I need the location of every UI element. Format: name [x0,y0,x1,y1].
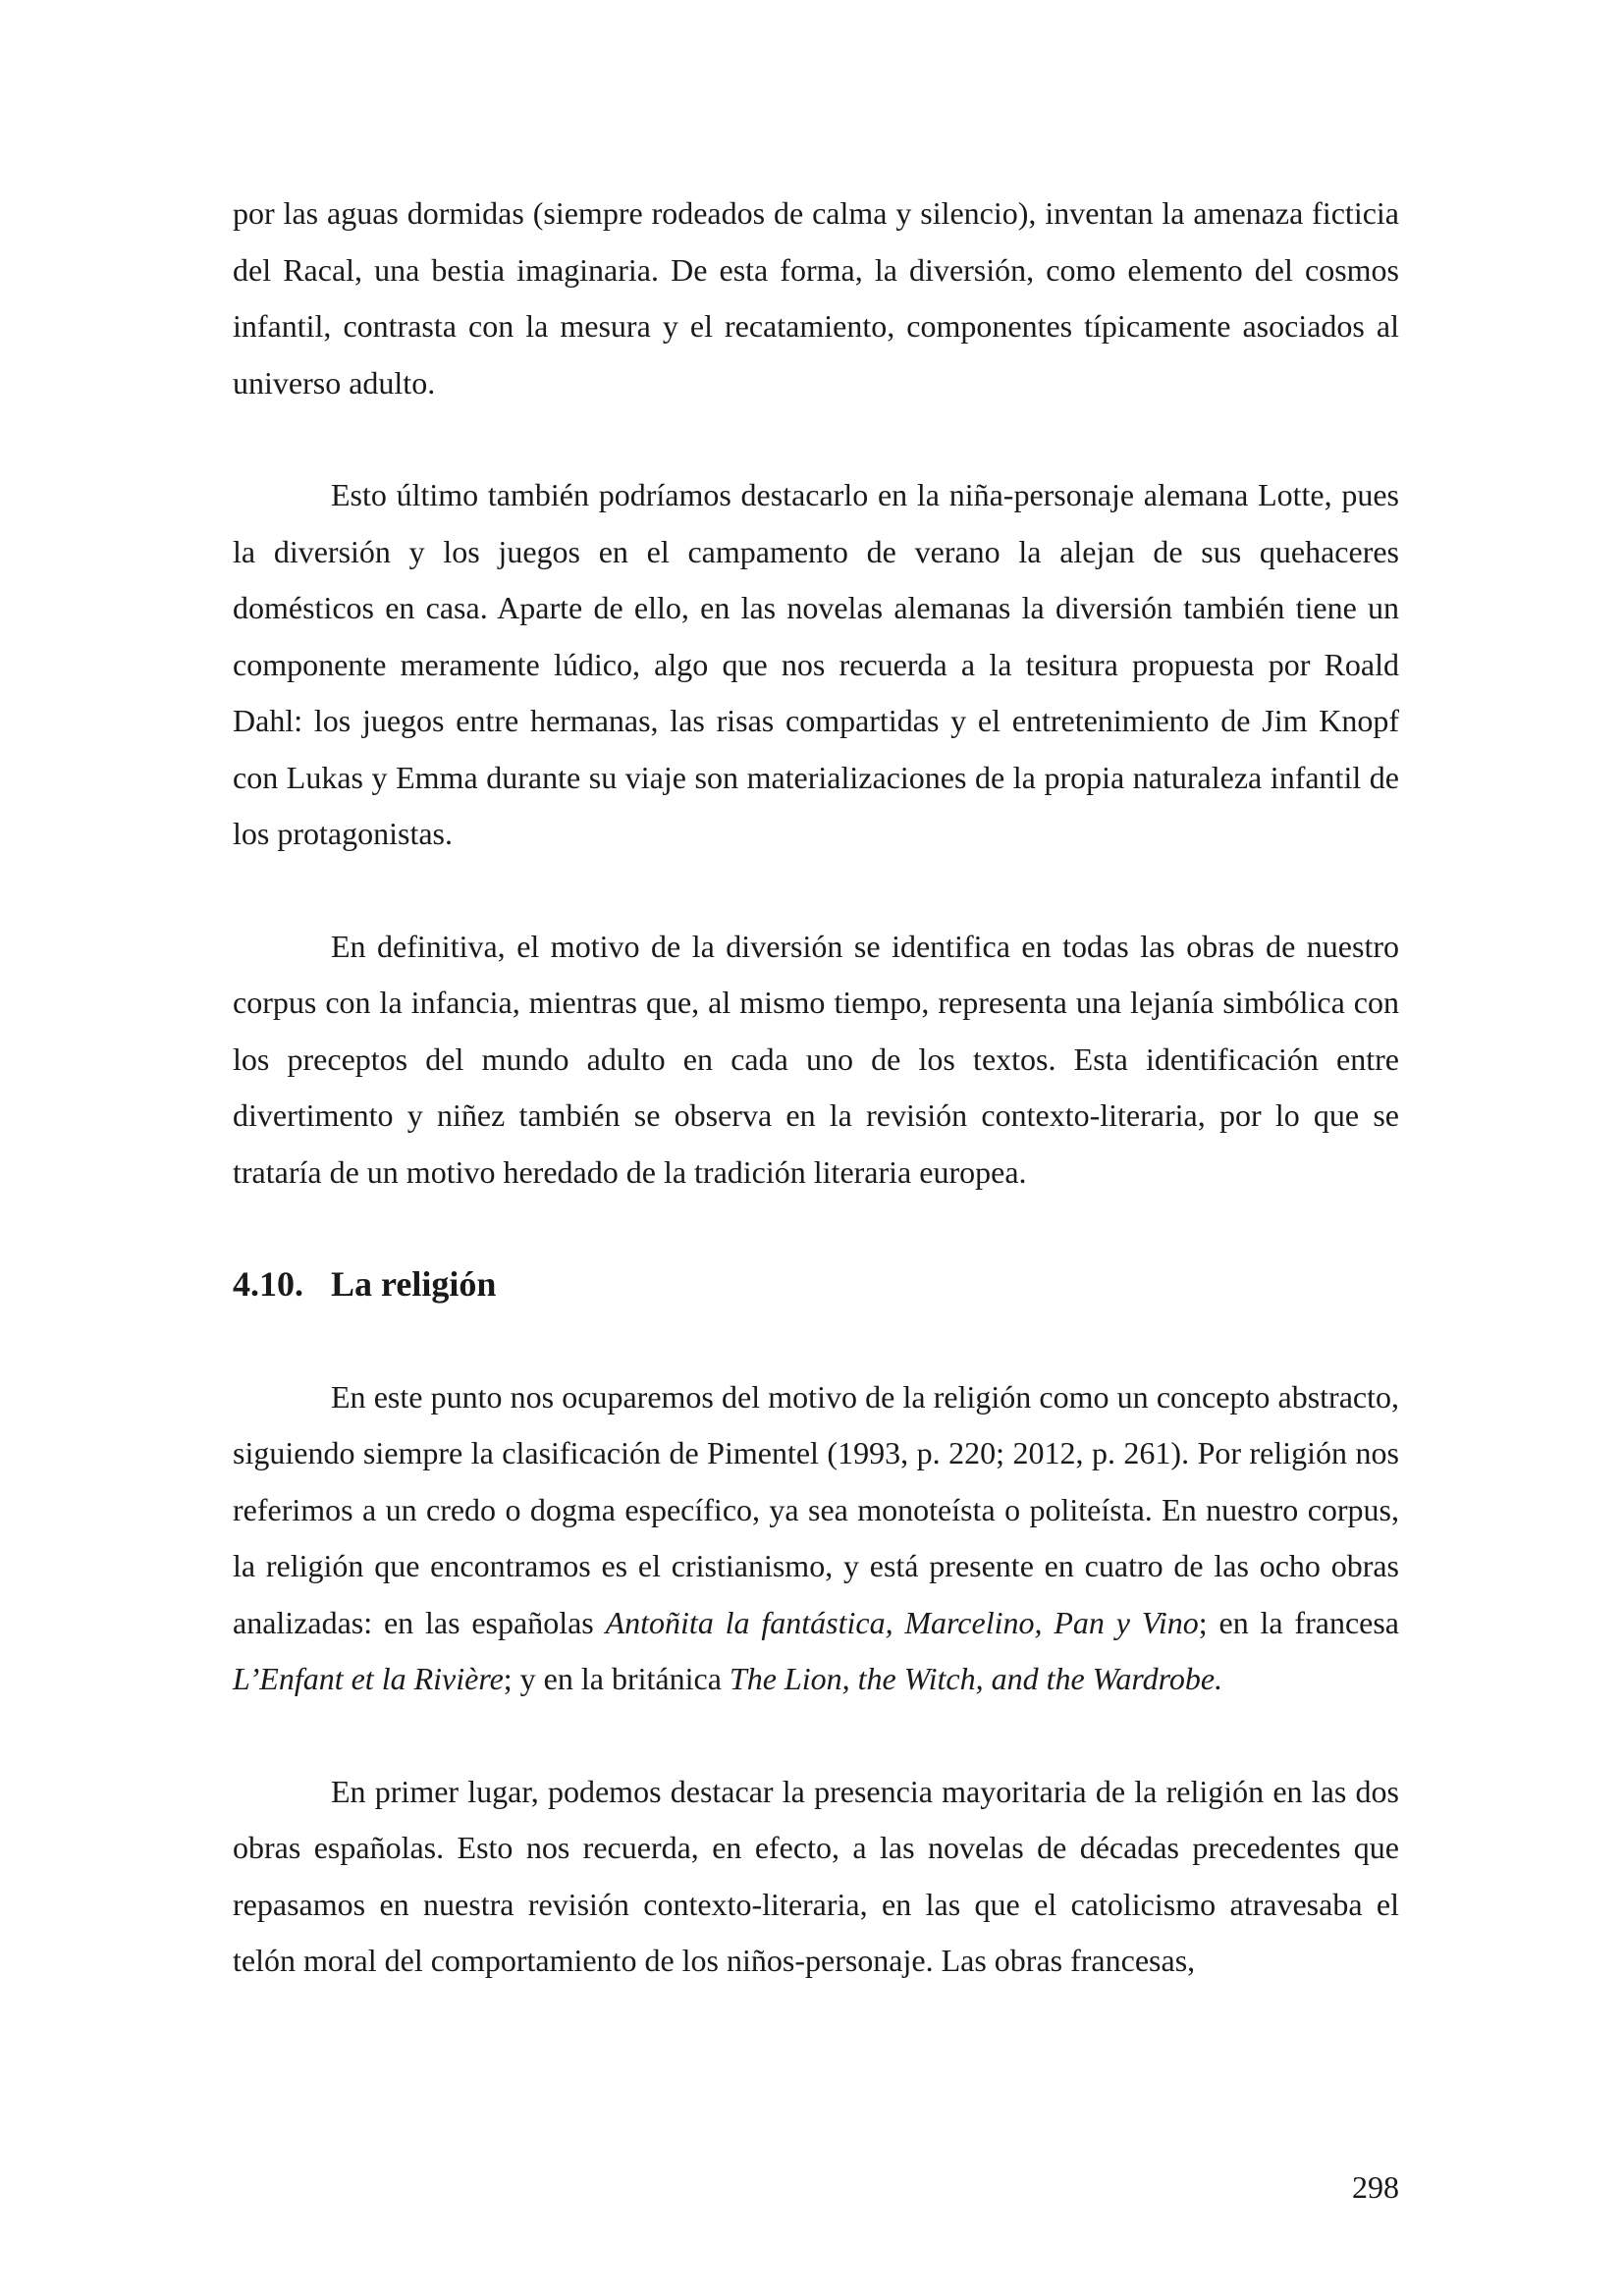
section-number: 4.10. [233,1264,303,1304]
paragraph-2: Esto último también podríamos destacarlo en la niña-personaje alemana Lotte, pues la diversión y los juegos en el campamento de verano la alejan de sus quehaceres domésticos en casa. Aparte de ello, en las novelas alemanas la diversión también tiene un componente meramente lúdico, algo que nos recuerda a la tesitura propuesta por Roald Dahl: los juegos entre hermanas, las risas compartidas y el entretenimiento de Jim Knopf con Lukas y Emma durante su viaje son materializaciones de la propia naturaleza infantil de los protagonistas. [233,477,1399,851]
work-title-british: The Lion, the Witch, and the Wardrobe. [729,1661,1223,1696]
section-title: La religión [331,1264,497,1304]
paragraph-4-text-b: ; en la francesa [1198,1604,1400,1640]
paragraph-4-text-c: ; y en la británica [503,1661,730,1696]
paragraph-1: por las aguas dormidas (siempre rodeados de calma y silencio), inventan la amenaza ficticia del Racal, una bestia imaginaria. De esta forma, la diversión, como elemento del cosmos infantil, contrasta con la mesura y el recatamiento, componentes típicamente asociados al universo adulto. [233,195,1399,400]
page-body [233,186,1399,1990]
page-number: 298 [1352,2169,1399,2205]
work-title-french: L’Enfant et la Rivière [233,1661,504,1696]
paragraph-4 [233,1369,1399,1708]
paragraph-gap [233,1708,1399,1764]
paragraph-gap [233,1313,1399,1369]
paragraph-gap [233,863,1399,919]
paragraph-gap [233,411,1399,467]
paragraph-5: En primer lugar, podemos destacar la presencia mayoritaria de la religión en las dos obras españolas. Esto nos recuerda, en efecto, a las novelas de décadas precedentes que repasamos en nuestra revisión contexto-literaria, en las que el catolicismo atravesaba el telón moral del comportamiento de los niños-personaje. Las obras francesas, [233,1773,1399,1978]
work-title-spanish: Antoñita la fantástica, Marcelino, Pan y Vino [605,1604,1199,1640]
paragraph-gap [233,1201,1399,1256]
paragraph-3: En definitiva, el motivo de la diversión se identifica en todas las obras de nuestro corpus con la infancia, mientras que, al mismo tiempo, representa una lejanía simbólica con los preceptos del mundo adulto en cada uno de los textos. Esta identificación entre divertimento y niñez también se observa en la revisión contexto-literaria, por lo que se trataría de un motivo heredado de la tradición literaria europea. [233,928,1399,1190]
section-heading [233,1256,1399,1313]
paragraph-4-text-a: En este punto nos ocuparemos del motivo de la religión como un concepto abstracto, siguiendo siempre la clasificación de Pimentel (1993, p. 220; 2012, p. 261). Por religión nos referimos a un credo o dogma específico, ya sea monoteísta o politeísta. En nuestro corpus, la religión que encontramos es el cristianismo, y está presente en cuatro de las ocho obras analizadas: en las españolas [233,1378,1399,1640]
